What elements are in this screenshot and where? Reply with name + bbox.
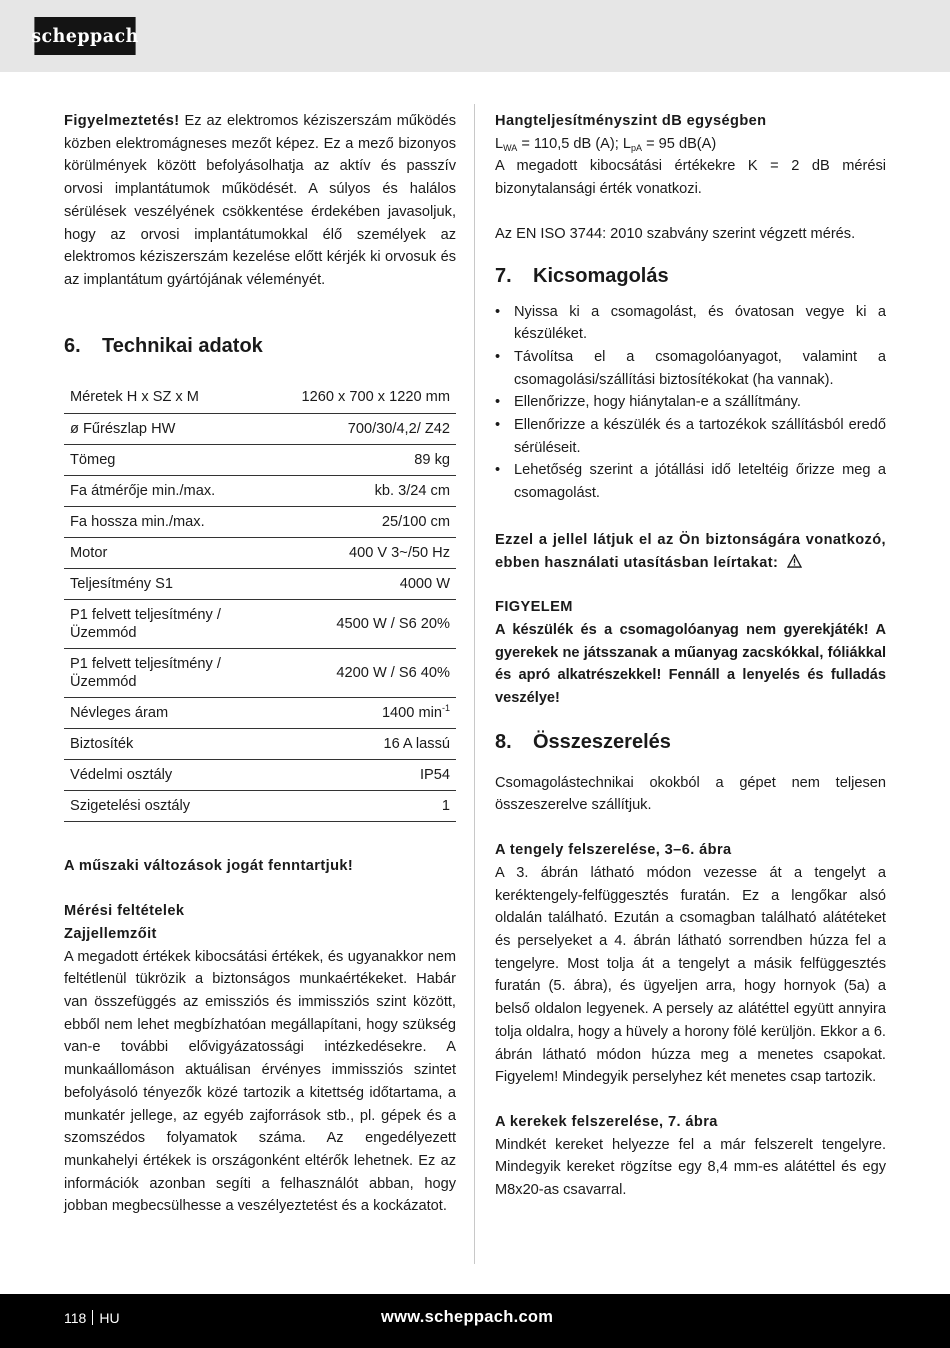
assembly-intro: Csomagolástechnikai okokból a gépet nem teljesen összeszerelve szállítjuk. [495, 774, 886, 814]
spec-row [64, 413, 456, 444]
spec-label: Fa átmérője min./max. [64, 475, 254, 506]
sound-values [495, 133, 886, 156]
page-number-value: 118 [64, 1310, 87, 1326]
spec-row [64, 697, 456, 728]
spec-row [64, 648, 456, 697]
spec-value-text: 4000 W [399, 575, 450, 592]
noise-paragraph: A megadott értékek kibocsátási értékek, és ugyanakkor nem feltétlenül tükrözik a biztonságos munkaértékeket. Habár van összefüggés az emissziós és immissziós szint között, ebből nem lehet megbízhatóan megállapítani, hogy szükség van-e további elővigyázatossági intézkedésekre. A munkaállomáson aktuálisan érvényes immissziós szintet befolyásoló tényezők közé tartozik a kitettség időtartama, a munkatér jellege, az egyéb zajforrások stb., pl. gépek és a szomszédos folyamatok száma. Az engedélyezett munkahelyi értékek is országonként eltérők lehetnek. Ez az információk azonban segíti a felhasználót abban, hogy jobban megbecsülhesse a veszélyeztetést és a kockázatot. [64, 948, 456, 1215]
spec-row [64, 599, 456, 648]
spec-value [254, 537, 456, 568]
spec-label: Motor [64, 537, 254, 568]
spec-value-text: 25/100 cm [381, 513, 450, 530]
caution-title: FIGYELEM [495, 599, 573, 616]
warning-text: Ez az elektromos kéziszerszám működés közben elektromágneses mezőt képez. Ez a mező bizonyos körülmények között befolyásolhatja az aktív és passzív orvosi implantátumok működését. A súlyos és halálos sérülések veszélyének csökkentése érdekében javasoljuk, hogy az orvosi implantátumokkal élő személyek az elektromos kéziszerszám kezelése előtt kérjék ki orvosuk és az implantátum gyártójának véleményét. [64, 113, 456, 288]
spec-value-text: kb. 3/24 cm [374, 482, 450, 499]
left-column [64, 110, 456, 1218]
column-divider [474, 104, 475, 1264]
spec-label: Védelmi osztály [64, 759, 254, 790]
spec-value [254, 790, 456, 821]
uncertainty-text: A megadott kibocsátási értékekre K = 2 dB mérési bizonytalansági érték vonatkozi. [495, 158, 886, 198]
footer-band [0, 1294, 950, 1348]
spec-value-text: 700/30/4,2/ Z42 [347, 420, 450, 437]
symbol-note-text: Ezzel a jellel látjuk el az Ön biztonságára vonatkozó, ebben használati utasításban leírtakat: [495, 531, 886, 571]
lwa-value: = 110,5 dB (A); L [517, 135, 632, 152]
page-number [64, 1310, 120, 1326]
section-8-title: Összeszerelés [533, 730, 671, 753]
spec-row [64, 568, 456, 599]
section-7-heading [495, 263, 886, 289]
spec-label: ø Fűrészlap HW [64, 413, 254, 444]
spec-value-text: 400 V 3~/50 Hz [348, 544, 450, 561]
spec-label: Tömeg [64, 444, 254, 475]
lwa-symbol: L [495, 135, 504, 152]
spec-value [254, 728, 456, 759]
section-8-number: 8. [495, 730, 512, 753]
section-6-number: 6. [64, 335, 81, 357]
warning-triangle-icon [787, 554, 802, 568]
wheels-text: Mindkét kereket helyezze fel a már felszerelt tengelyre. Mindegyik kereket rögzítse egy 8,4 mm-es alátéttel és egy M8x20-as csavarral. [495, 1136, 886, 1199]
lpa-value: = 95 dB(A) [642, 135, 717, 152]
spec-row [64, 790, 456, 821]
spec-value-text: 1400 min [381, 704, 442, 721]
spec-label: Fa hossza min./max. [64, 506, 254, 537]
spec-value-text: 1 [441, 797, 450, 814]
section-6-title: Technikai adatok [102, 335, 263, 357]
section-7-title: Kicsomagolás [533, 264, 669, 287]
section-7-number: 7. [495, 264, 512, 287]
unpack-list-item: • Lehetőség szerint a jótállási idő leteltéig őrizze meg a csomagolást. [495, 459, 886, 504]
spec-value [254, 599, 456, 648]
section-8-heading [495, 729, 886, 755]
axle-title: A tengely felszerelése, 3–6. ábra [495, 842, 732, 859]
spec-label: Névleges áram [64, 697, 254, 728]
lwa-subscript: WA [503, 142, 518, 153]
standard-text: Az EN ISO 3744: 2010 szabvány szerint végzett mérés. [495, 225, 856, 242]
spec-label: P1 felvett teljesítmény / Üzemmód [64, 599, 254, 648]
spec-table [64, 382, 456, 822]
spec-label: Biztosíték [64, 728, 254, 759]
spec-label: Méretek H x SZ x M [64, 382, 254, 413]
spec-row [64, 759, 456, 790]
axle-text: A 3. ábrán látható módon vezesse át a tengelyt a keréktengely-felfüggesztés furatán. Ez a lengőkar alsó oldalán található. Ezután a csomagban található alátéteket és perselyeket a 4. ábrán látható sorrendben húzza fel a tengelyre. Most tolja át a tengelyt a másik felfüggesztés furatán (5. ábra), és ügyeljen arra, hogy hornyok (5a) a belső oldalon legyenek. A persely az alátéttel együtt annyira tolja oldalra, hogy a hüvely a horony fölé kerüljön. Ekkor a 6. ábrán látható módon húzza meg a menetes csapokat. Figyelem! Mindegyik perselyhez két menetes csap tartozik. [495, 864, 886, 1086]
caution-text: A készülék és a csomagolóanyag nem gyerekjáték! A gyerekek ne játsszanak a műanyag zacskókkal, fóliákkal és apró alkatrészekkel! Fennáll a lenyelés és fulladás veszélye! [495, 621, 886, 707]
spec-value [254, 759, 456, 790]
noise-title: Zajjellemzőit [64, 925, 157, 942]
sound-power-title: Hangteljesítményszint dB egységben [495, 113, 767, 129]
unpack-list-item: • Ellenőrizze, hogy hiánytalan-e a szállítmány. [495, 391, 886, 414]
unpack-list-item: • Távolítsa el a csomagolóanyagot, valamint a csomagolási/szállítási biztosítékokat (ha vannak). [495, 346, 886, 391]
spec-value [254, 413, 456, 444]
spec-value [254, 444, 456, 475]
unpack-list-item: • Ellenőrizze a készülék és a tartozékok szállításból eredő sérüléseit. [495, 414, 886, 459]
unpack-list-item: • Nyissa ki a csomagolást, és óvatosan vegye ki a készüléket. [495, 301, 886, 346]
website-link[interactable]: www.scheppach.com [381, 1308, 554, 1326]
wheels-title: A kerekek felszerelése, 7. ábra [495, 1113, 718, 1130]
scheppach-logo: scheppach [34, 17, 135, 55]
spec-value [254, 506, 456, 537]
spec-value-text: 16 A lassú [383, 735, 450, 752]
spec-value-text: 1260 x 700 x 1220 mm [301, 389, 450, 406]
warning-lead: Figyelmeztetés! [64, 113, 180, 129]
spec-row [64, 506, 456, 537]
header-band [0, 0, 950, 72]
emf-warning-paragraph [64, 110, 456, 315]
spec-row [64, 537, 456, 568]
spec-value-superscript: -1 [441, 702, 450, 713]
spec-value-text: 89 kg [414, 451, 450, 468]
spec-label: P1 felvett teljesítmény / Üzemmód [64, 648, 254, 697]
spec-value-text: 4500 W / S6 20% [336, 615, 450, 632]
spec-label: Teljesítmény S1 [64, 568, 254, 599]
right-column [495, 110, 886, 1202]
measurement-conditions-title: Mérési feltételek [64, 903, 185, 920]
section-6-heading [64, 333, 456, 359]
spec-value [254, 697, 456, 728]
language-code: HU [99, 1310, 120, 1326]
rights-note: A műszaki változások jogát fenntartjuk! [64, 857, 354, 874]
unpack-list [495, 301, 886, 505]
spec-label: Szigetelési osztály [64, 790, 254, 821]
page-number-separator [92, 1310, 93, 1325]
spec-value [254, 382, 456, 413]
symbol-note [495, 529, 886, 574]
spec-value [254, 475, 456, 506]
spec-value-text: IP54 [419, 766, 450, 783]
lpa-subscript: pA [631, 142, 643, 153]
spec-row [64, 444, 456, 475]
spec-row [64, 475, 456, 506]
spec-row [64, 728, 456, 759]
spec-row [64, 382, 456, 413]
spec-value [254, 568, 456, 599]
spec-value-text: 4200 W / S6 40% [336, 664, 450, 681]
spec-value [254, 648, 456, 697]
